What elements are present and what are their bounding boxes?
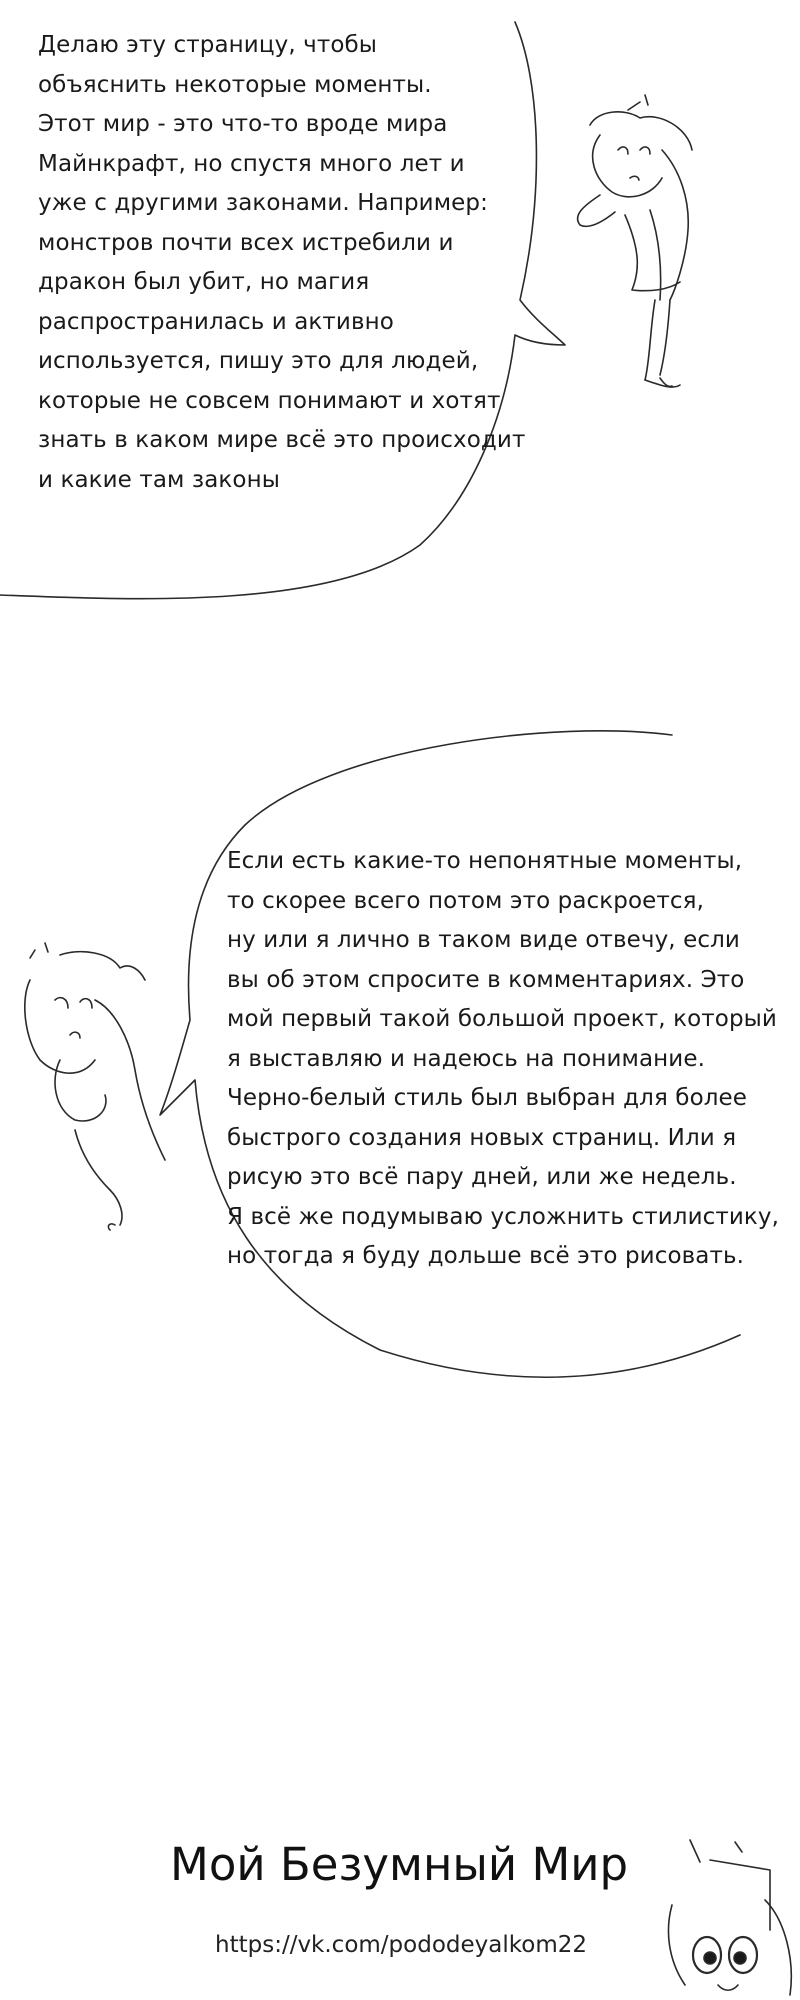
character-sketch-bottom [668,1840,791,1995]
speech-bubble-middle-text: Если есть какие-то непонятные моменты, то скорее всего потом это раскроется, ну или я лично в таком виде отвечу, если вы об этом спросите в комментариях. Это мой первый такой большой проект, который я выставляю и надеюсь на понимание. Черно-белый стиль был выбран для более быстрого создания новых страниц. Или я рисую это всё пару дней, или же недель. Я всё же подумываю усложнить стилистику, но тогда я буду дольше всё это рисовать. [227,848,780,1269]
speech-bubble-top-text: Делаю эту страницу, чтобы объяснить некоторые моменты. Этот мир - это что-то вроде мира Майнкрафт, но спустя много лет и уже с другими законами. Например: монстров почти всех истребили и дракон был убит, но магия распространилась и активно используется, пишу это для людей, которые не совсем понимают и хотят знать в каком мире всё это происходит и какие там законы [38,32,526,493]
author-link[interactable]: https://vk.com/pododeyalkom22 [215,1932,587,1958]
character-sketch-top [578,95,692,387]
comic-title: Мой Безумный Мир [170,1838,629,1891]
character-sketch-middle [25,943,165,1230]
